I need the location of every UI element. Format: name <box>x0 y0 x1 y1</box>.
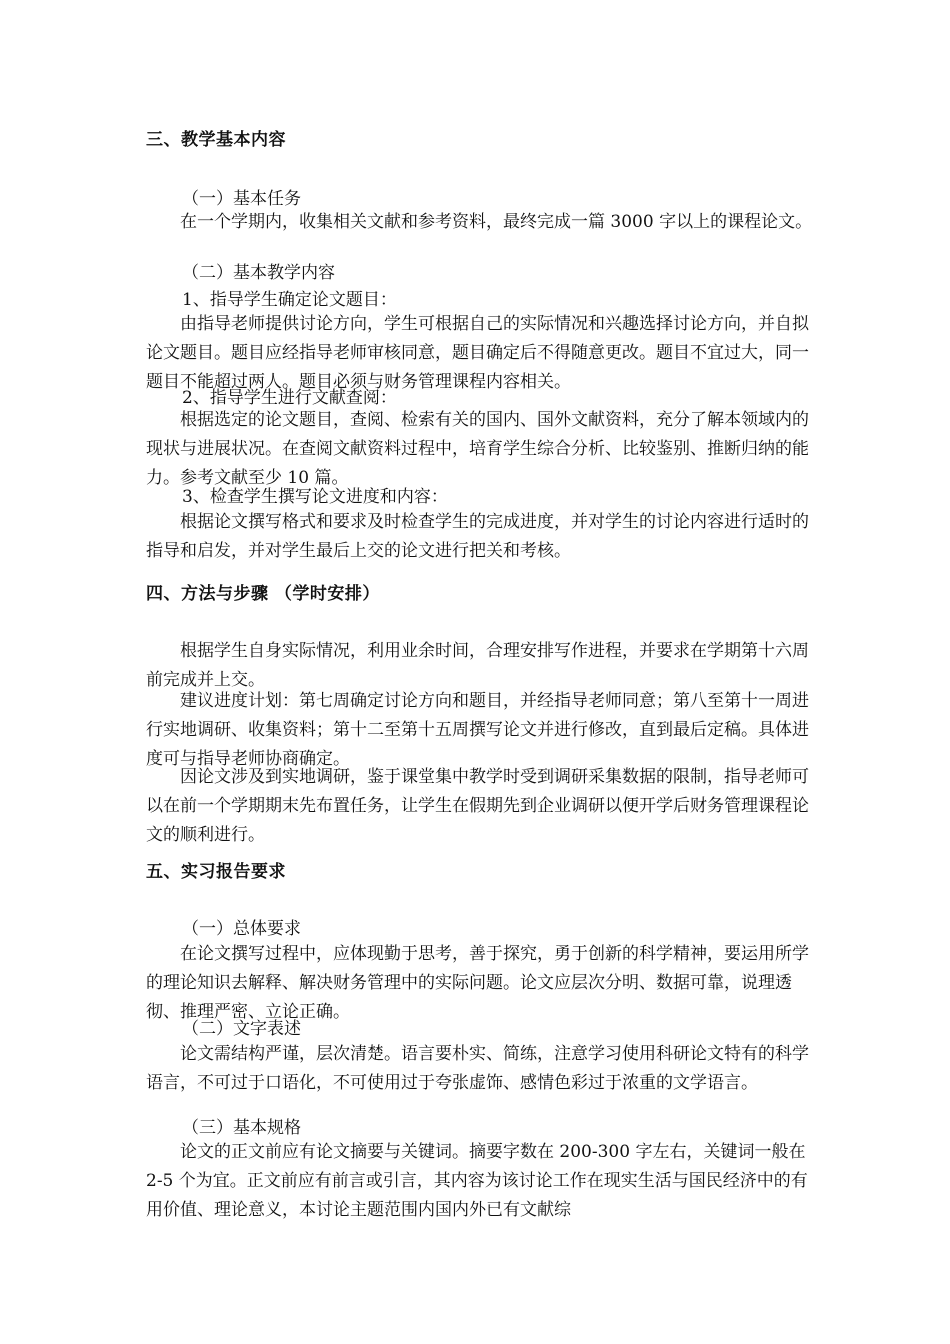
section-3-paragraph-2: 由指导老师提供讨论方向，学生可根据自己的实际情况和兴趣选择讨论方向，并自拟论文题目。题目应经指导老师审核同意，题目确定后不得随意更改。题目不宜过大，同一题目不能超过两人。题目必须与财务管理课程内容相关。 <box>146 314 809 392</box>
section-5-paragraph-1: 在论文撰写过程中，应体现勤于思考，善于探究，勇于创新的科学精神，要运用所学的理论知识去解释、解决财务管理中的实际问题。论文应层次分明、数据可靠，说理透彻、推理严密、立论正确。 <box>146 944 809 1022</box>
section-5-paragraph-2: 论文需结构严谨，层次清楚。语言要朴实、简练，注意学习使用科研论文特有的科学语言，不可过于口语化，不可使用过于夸张虚饰、感情色彩过于浓重的文学语言。 <box>146 1044 809 1093</box>
section-3-paragraph-1: 在一个学期内，收集相关文献和参考资料，最终完成一篇 3000 字以上的课程论文。 <box>180 212 813 232</box>
section-5-sub-1: （一）总体要求 <box>182 919 301 939</box>
section-3-paragraph-3: 根据选定的论文题目，查阅、检索有关的国内、国外文献资料，充分了解本领域内的现状与进展状况。在查阅文献资料过程中，培育学生综合分析、比较鉴别、推断归纳的能力。参考文献至少 10 篇。 <box>146 410 809 488</box>
section-3-item-2: 2、指导学生进行文献查阅： <box>182 388 397 408</box>
section-3-sub-1: （一）基本任务 <box>182 189 301 209</box>
section-3-heading: 三、教学基本内容 <box>146 130 286 150</box>
section-3-paragraph-4: 根据论文撰写格式和要求及时检查学生的完成进度，并对学生的讨论内容进行适时的指导和启发，并对学生最后上交的论文进行把关和考核。 <box>146 512 809 561</box>
section-5-sub-2: （二）文字表述 <box>182 1019 301 1039</box>
section-4-paragraph-3: 因论文涉及到实地调研，鉴于课堂集中教学时受到调研采集数据的限制，指导老师可以在前一个学期期末先布置任务，让学生在假期先到企业调研以便开学后财务管理课程论文的顺利进行。 <box>146 767 809 845</box>
section-4-paragraph-2: 建议进度计划：第七周确定讨论方向和题目，并经指导老师同意；第八至第十一周进行实地调研、收集资料；第十二至第十五周撰写论文并进行修改，直到最后定稿。具体进度可与指导老师协商确定。 <box>146 691 809 769</box>
section-5-heading: 五、实习报告要求 <box>146 862 286 882</box>
section-3-sub-2: （二）基本教学内容 <box>182 263 335 283</box>
section-3-item-1: 1、指导学生确定论文题目： <box>182 290 397 310</box>
section-4-heading: 四、方法与步骤 （学时安排） <box>146 584 380 604</box>
section-4-paragraph-1: 根据学生自身实际情况，利用业余时间，合理安排写作进程，并要求在学期第十六周前完成并上交。 <box>146 641 809 690</box>
section-5-paragraph-3: 论文的正文前应有论文摘要与关键词。摘要字数在 200-300 字左右，关键词一般在 2-5 个为宜。正文前应有前言或引言，其内容为该讨论工作在现实生活与国民经济中的有用价值、理论意义，本讨论主题范围内国内外已有文献综 <box>146 1142 808 1220</box>
section-5-sub-3: （三）基本规格 <box>182 1118 301 1138</box>
section-3-item-3: 3、检查学生撰写论文进度和内容： <box>182 487 448 507</box>
